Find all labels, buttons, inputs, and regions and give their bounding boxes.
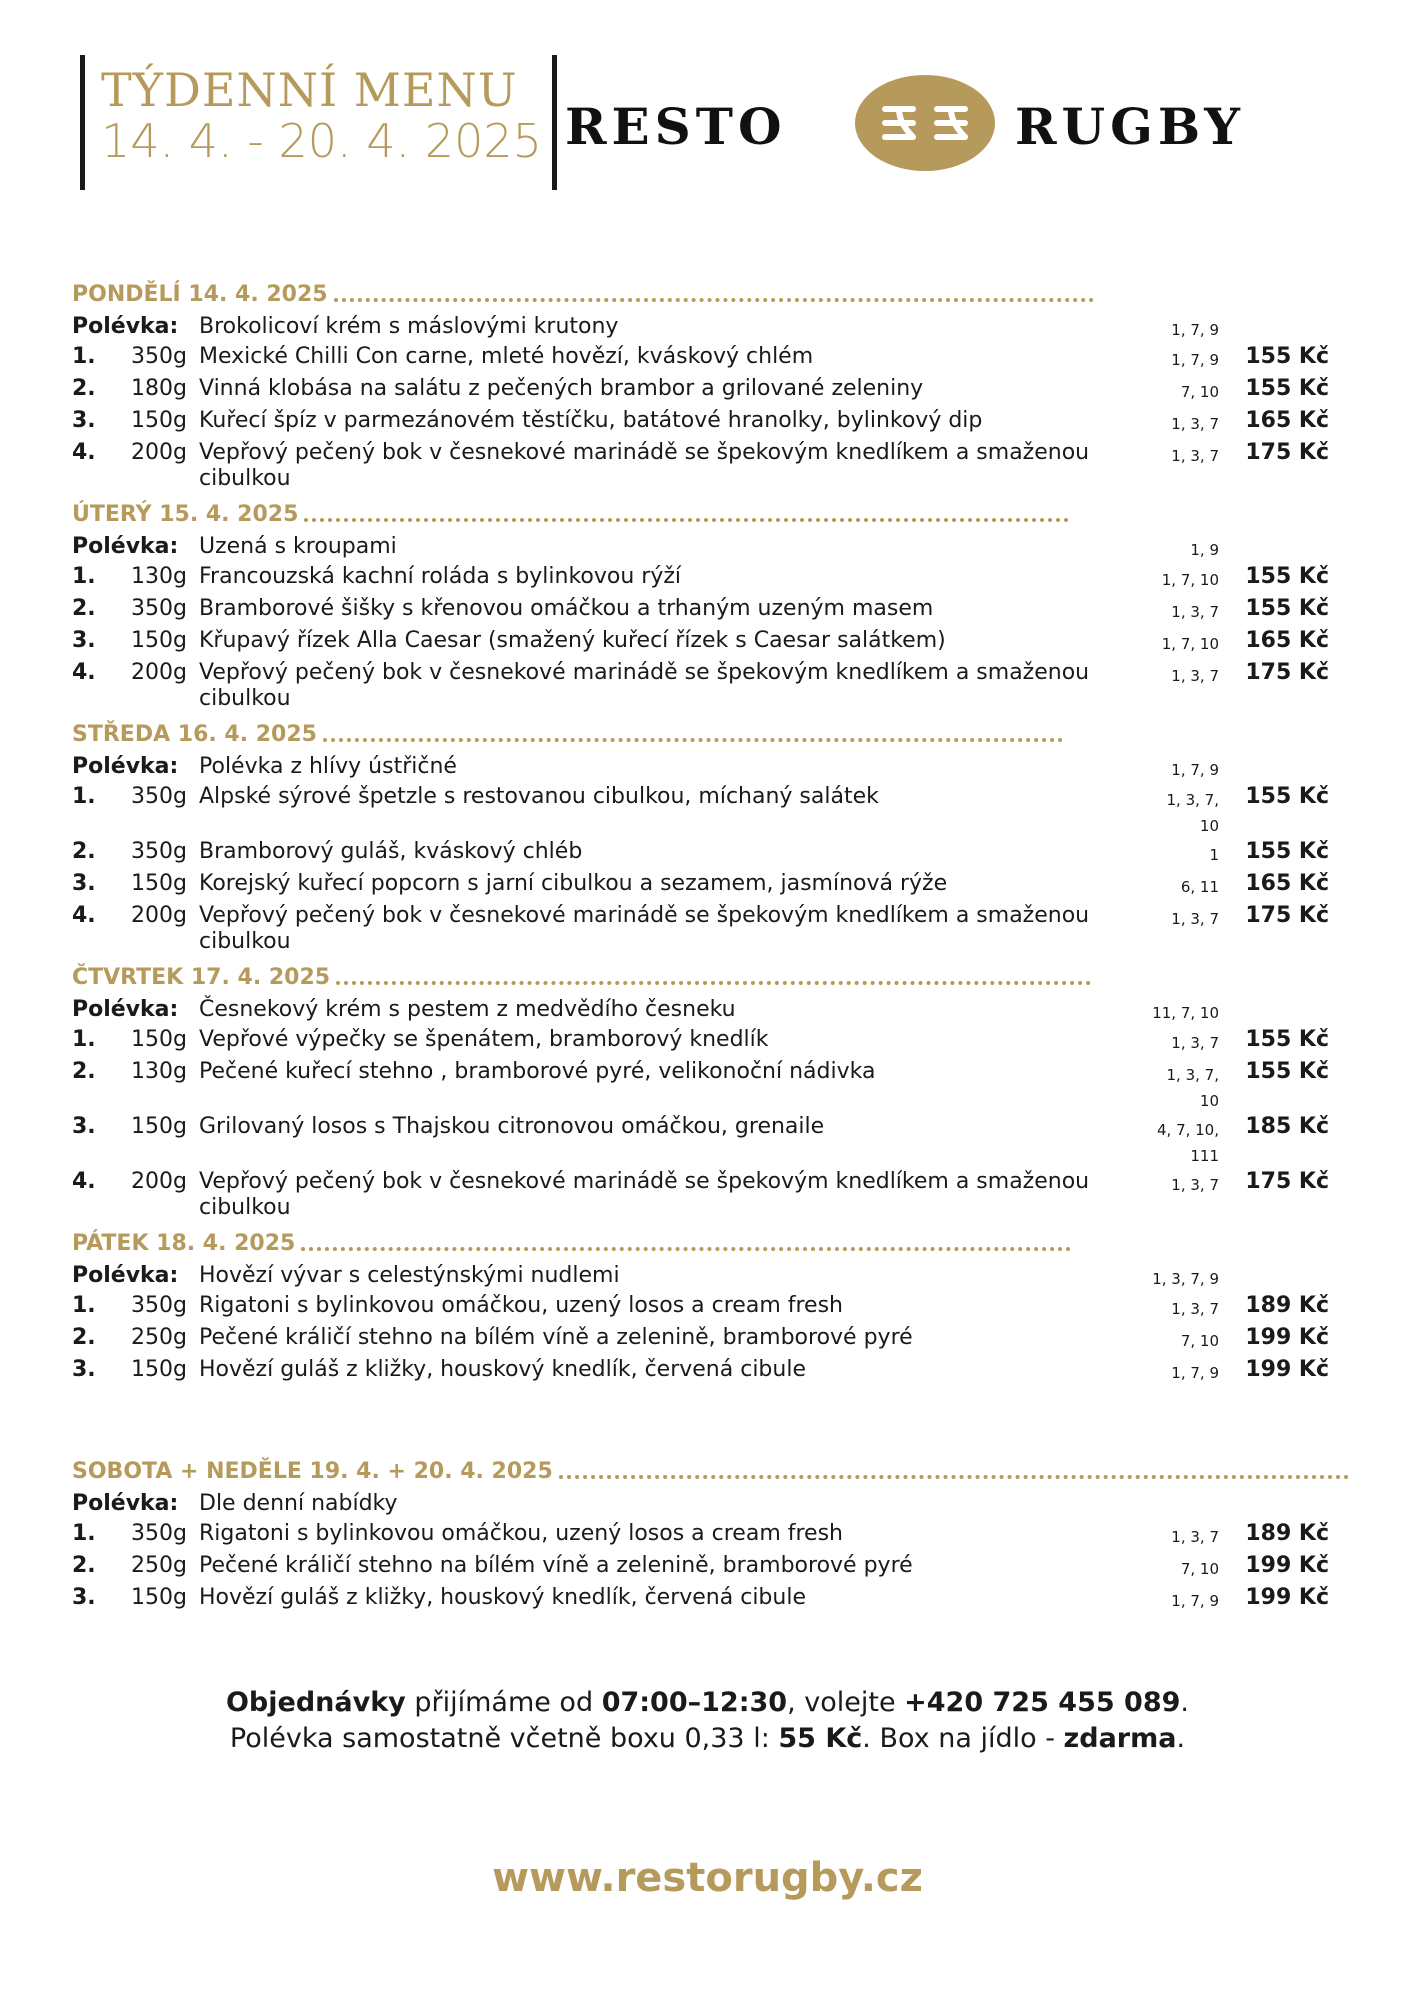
allergens: [1149, 1491, 1219, 1494]
item-name: Grilovaný losos s Thajskou citronovou omáčkou, grenaile: [199, 1114, 825, 1139]
item-name: Hovězí guláš z kližky, houskový knedlík, červená cibule: [199, 1357, 806, 1382]
item-number: 3.: [72, 1114, 96, 1139]
item-weight: 200g: [131, 903, 187, 928]
soup-box-price: 55 Kč: [778, 1723, 863, 1754]
item-name: Kuřecí špíz v parmezánovém těstíčku, batátové hranolky, bylinkový dip: [199, 408, 983, 433]
soup-row: [72, 314, 1362, 344]
item-number: 4.: [72, 1169, 96, 1194]
menu-title-block: [80, 55, 557, 190]
weekend-section: [72, 1457, 1362, 1617]
item-number: 2.: [72, 839, 96, 864]
allergens: 1, 7, 9: [1171, 351, 1219, 369]
allergens: 1, 7, 9: [1171, 761, 1219, 779]
allergens: 1, 3, 7: [1171, 603, 1219, 621]
day-section: [72, 1229, 1362, 1389]
dotted-leader: [323, 738, 1063, 742]
item-weight: 350g: [131, 784, 187, 809]
soup-label: Polévka:: [72, 1263, 179, 1288]
allergens: 1, 9: [1190, 541, 1219, 559]
item-price: 165 Kč: [1245, 628, 1329, 653]
day-title: PÁTEK 18. 4. 2025: [72, 1231, 296, 1256]
item-price: 185 Kč: [1245, 1114, 1329, 1139]
soup-label: Polévka:: [72, 534, 179, 559]
item-name: Korejský kuřecí popcorn s jarní cibulkou a sezamem, jasmínová rýže: [199, 871, 948, 896]
day-header: [72, 720, 1362, 748]
item-weight: 150g: [131, 628, 187, 653]
allergens: 1, 3, 7, 9: [1152, 1270, 1219, 1288]
order-label: Objednávky: [225, 1687, 406, 1718]
item-price: 155 Kč: [1245, 376, 1329, 401]
item-number: 3.: [72, 628, 96, 653]
menu-item: [72, 660, 1362, 712]
item-price: 155 Kč: [1245, 1027, 1329, 1052]
soup-name: Uzená s kroupami: [199, 534, 397, 559]
day-header: [72, 1457, 1362, 1485]
item-price: 175 Kč: [1245, 660, 1329, 685]
item-price: 175 Kč: [1245, 440, 1329, 465]
item-name: Vepřové výpečky se špenátem, bramborový knedlík: [199, 1027, 769, 1052]
allergens: 7, 10: [1180, 1560, 1219, 1578]
item-weight: 200g: [131, 440, 187, 465]
allergens: 1, 3, 7: [1171, 1300, 1219, 1318]
item-name: Bramborový guláš, kváskový chléb: [199, 839, 583, 864]
allergens: 1, 3, 7: [1171, 910, 1219, 928]
item-number: 1.: [72, 1293, 96, 1318]
day-header: [72, 1229, 1362, 1257]
item-name: Bramborové šišky s křenovou omáčkou a trhaným uzeným masem: [199, 596, 934, 621]
allergens: 11, 7, 10: [1152, 1004, 1219, 1022]
day-header: [72, 280, 1362, 308]
item-number: 3.: [72, 1357, 96, 1382]
item-weight: 200g: [131, 1169, 187, 1194]
item-number: 1.: [72, 1521, 96, 1546]
item-weight: 150g: [131, 1027, 187, 1052]
soup-row: [72, 997, 1362, 1027]
item-weight: 350g: [131, 839, 187, 864]
allergens: 6, 11: [1180, 878, 1219, 896]
item-weight: 250g: [131, 1325, 187, 1350]
day-section: [72, 963, 1362, 1221]
item-name: Pečené králičí stehno na bílém víně a zelenině, bramborové pyré: [199, 1553, 913, 1578]
resto-rugby-logo: [565, 75, 1325, 175]
soup-label: Polévka:: [72, 314, 179, 339]
item-name: Vepřový pečený bok v česnekové marinádě se špekovým knedlíkem a smaženou cibulkou: [199, 660, 1090, 711]
day-section: [72, 720, 1362, 955]
order-text-end: .: [1180, 1687, 1189, 1718]
item-weight: 350g: [131, 596, 187, 621]
order-text: přijímáme od: [405, 1687, 602, 1718]
item-name: Alpské sýrové špetzle s restovanou cibulkou, míchaný salátek: [199, 784, 879, 809]
item-number: 1.: [72, 564, 96, 589]
item-name: Hovězí guláš z kližky, houskový knedlík, červená cibule: [199, 1585, 806, 1610]
allergens: 1, 3, 7, 10: [1166, 1066, 1219, 1110]
menu-item: [72, 1027, 1362, 1059]
soup-label: Polévka:: [72, 754, 179, 779]
menu-item: [72, 784, 1362, 839]
item-number: 2.: [72, 376, 96, 401]
dotted-leader: [334, 298, 1094, 302]
soup-row: [72, 1491, 1362, 1521]
item-number: 3.: [72, 871, 96, 896]
item-number: 2.: [72, 596, 96, 621]
soup-box-text: Polévka samostatně včetně boxu 0,33 l:: [229, 1723, 779, 1754]
menu-dates: 14. 4. - 20. 4. 2025: [101, 114, 542, 168]
menu-item: [72, 1293, 1362, 1325]
allergens: 1: [1209, 846, 1219, 864]
item-name: Rigatoni s bylinkovou omáčkou, uzený losos a cream fresh: [199, 1293, 843, 1318]
allergens: 7, 10: [1180, 383, 1219, 401]
item-weight: 150g: [131, 871, 187, 896]
item-number: 2.: [72, 1553, 96, 1578]
item-price: 165 Kč: [1245, 408, 1329, 433]
item-weight: 150g: [131, 408, 187, 433]
soup-name: Hovězí vývar s celestýnskými nudlemi: [199, 1263, 620, 1288]
item-weight: 130g: [131, 564, 187, 589]
soup-row: [72, 1263, 1362, 1293]
menu-item: [72, 440, 1362, 492]
menu-item: [72, 1059, 1362, 1114]
item-price: 165 Kč: [1245, 871, 1329, 896]
item-price: 199 Kč: [1245, 1585, 1329, 1610]
soup-row: [72, 534, 1362, 564]
item-number: 4.: [72, 903, 96, 928]
soup-name: Brokolicoví krém s máslovými krutony: [199, 314, 619, 339]
item-weight: 250g: [131, 1553, 187, 1578]
allergens: 1, 3, 7: [1171, 1528, 1219, 1546]
menu-item: [72, 628, 1362, 660]
soup-row: [72, 754, 1362, 784]
menu-item: [72, 1357, 1362, 1389]
soup-label: Polévka:: [72, 997, 179, 1022]
phone-number[interactable]: +420 725 455 089: [904, 1687, 1181, 1718]
allergens: 1, 3, 7: [1171, 415, 1219, 433]
item-weight: 150g: [131, 1357, 187, 1382]
item-name: Francouzská kachní roláda s bylinkovou rýží: [199, 564, 682, 589]
menu-item: [72, 839, 1362, 871]
item-weight: 130g: [131, 1059, 187, 1084]
menu-item: [72, 1114, 1362, 1169]
box-text-end: .: [1176, 1723, 1186, 1754]
item-weight: 350g: [131, 1293, 187, 1318]
allergens: 1, 7, 9: [1171, 1592, 1219, 1610]
item-price: 189 Kč: [1245, 1293, 1329, 1318]
soup-name: Česnekový krém s pestem z medvědího česneku: [199, 997, 736, 1022]
allergens: 7, 10: [1180, 1332, 1219, 1350]
order-text-call: , volejte: [787, 1687, 905, 1718]
soup-label: Polévka:: [72, 1491, 179, 1516]
day-header: [72, 500, 1362, 528]
menu-item: [72, 903, 1362, 955]
item-name: Rigatoni s bylinkovou omáčkou, uzený losos a cream fresh: [199, 1521, 843, 1546]
menu-item: [72, 1553, 1362, 1585]
menu-item: [72, 871, 1362, 903]
item-number: 3.: [72, 1585, 96, 1610]
item-price: 199 Kč: [1245, 1553, 1329, 1578]
item-number: 3.: [72, 408, 96, 433]
item-name: Mexické Chilli Con carne, mleté hovězí, kváskový chlém: [199, 344, 814, 369]
order-info: [0, 1685, 1415, 1757]
day-section: [72, 500, 1362, 712]
item-name: Vepřový pečený bok v česnekové marinádě se špekovým knedlíkem a smaženou cibulkou: [199, 1169, 1090, 1220]
order-hours: 07:00–12:30: [601, 1687, 788, 1718]
order-info-line-1: [0, 1685, 1415, 1721]
item-price: 155 Kč: [1245, 564, 1329, 589]
website-link[interactable]: www.restorugby.cz: [492, 1855, 923, 1901]
menu-item: [72, 1169, 1362, 1221]
weekly-menu: [72, 280, 1362, 1625]
item-name: Křupavý řízek Alla Caesar (smažený kuřecí řízek s Caesar salátkem): [199, 628, 946, 653]
item-weight: 200g: [131, 660, 187, 685]
item-price: 155 Kč: [1245, 1059, 1329, 1084]
soup-name: Dle denní nabídky: [199, 1491, 398, 1516]
item-price: 155 Kč: [1245, 344, 1329, 369]
item-name: Vepřový pečený bok v česnekové marinádě se špekovým knedlíkem a smaženou cibulkou: [199, 903, 1090, 954]
item-price: 199 Kč: [1245, 1357, 1329, 1382]
item-number: 2.: [72, 1325, 96, 1350]
item-weight: 350g: [131, 1521, 187, 1546]
item-name: Vepřový pečený bok v česnekové marinádě se špekovým knedlíkem a smaženou cibulkou: [199, 440, 1090, 491]
menu-item: [72, 344, 1362, 376]
menu-item: [72, 564, 1362, 596]
allergens: 1, 3, 7, 10: [1166, 791, 1219, 835]
item-price: 155 Kč: [1245, 596, 1329, 621]
item-weight: 150g: [131, 1114, 187, 1139]
allergens: 1, 7, 10: [1161, 635, 1219, 653]
day-title: STŘEDA 16. 4. 2025: [72, 722, 317, 747]
item-name: Vinná klobása na salátu z pečených brambor a grilované zeleniny: [199, 376, 924, 401]
item-weight: 350g: [131, 344, 187, 369]
item-name: Pečené králičí stehno na bílém víně a zelenině, bramborové pyré: [199, 1325, 913, 1350]
allergens: 1, 3, 7: [1171, 447, 1219, 465]
item-price: 175 Kč: [1245, 1169, 1329, 1194]
day-header: [72, 963, 1362, 991]
item-name: Pečené kuřecí stehno , bramborové pyré, velikonoční nádivka: [199, 1059, 876, 1084]
menu-item: [72, 596, 1362, 628]
day-title: PONDĚLÍ 14. 4. 2025: [72, 282, 328, 307]
item-number: 1.: [72, 1027, 96, 1052]
item-price: 155 Kč: [1245, 839, 1329, 864]
item-number: 4.: [72, 440, 96, 465]
day-title: ČTVRTEK 17. 4. 2025: [72, 965, 331, 990]
allergens: 1, 7, 10: [1161, 571, 1219, 589]
item-weight: 150g: [131, 1585, 187, 1610]
dotted-leader: [304, 518, 1069, 522]
dotted-leader: [336, 981, 1091, 985]
day-section: [72, 280, 1362, 492]
day-title: SOBOTA + NEDĚLE 19. 4. + 20. 4. 2025: [72, 1459, 553, 1484]
dotted-leader: [301, 1247, 1071, 1251]
allergens: 1, 3, 7: [1171, 667, 1219, 685]
menu-item: [72, 1325, 1362, 1357]
item-number: 2.: [72, 1059, 96, 1084]
order-info-line-2: [0, 1721, 1415, 1757]
menu-item: [72, 408, 1362, 440]
menu-title: TÝDENNÍ MENU: [101, 63, 518, 117]
item-price: 189 Kč: [1245, 1521, 1329, 1546]
item-number: 1.: [72, 784, 96, 809]
soup-name: Polévka z hlívy ústřičné: [199, 754, 457, 779]
item-price: 199 Kč: [1245, 1325, 1329, 1350]
logo-word-resto: RESTO: [565, 97, 787, 156]
menu-item: [72, 1585, 1362, 1617]
dotted-leader: [559, 1475, 1349, 1479]
logo-word-rugby: RUGBY: [1015, 97, 1245, 156]
item-number: 4.: [72, 660, 96, 685]
item-price: 155 Kč: [1245, 784, 1329, 809]
item-weight: 180g: [131, 376, 187, 401]
rugby-ball-icon: [855, 75, 995, 171]
allergens: 1, 3, 7: [1171, 1034, 1219, 1052]
allergens: 4, 7, 10, 111: [1156, 1121, 1219, 1165]
allergens: 1, 3, 7: [1171, 1176, 1219, 1194]
item-price: 175 Kč: [1245, 903, 1329, 928]
allergens: 1, 7, 9: [1171, 1364, 1219, 1382]
box-free: zdarma: [1063, 1723, 1177, 1754]
day-title: ÚTERÝ 15. 4. 2025: [72, 502, 299, 527]
menu-item: [72, 1521, 1362, 1553]
item-number: 1.: [72, 344, 96, 369]
box-text: . Box na jídlo -: [862, 1723, 1064, 1754]
allergens: 1, 7, 9: [1171, 321, 1219, 339]
menu-item: [72, 376, 1362, 408]
